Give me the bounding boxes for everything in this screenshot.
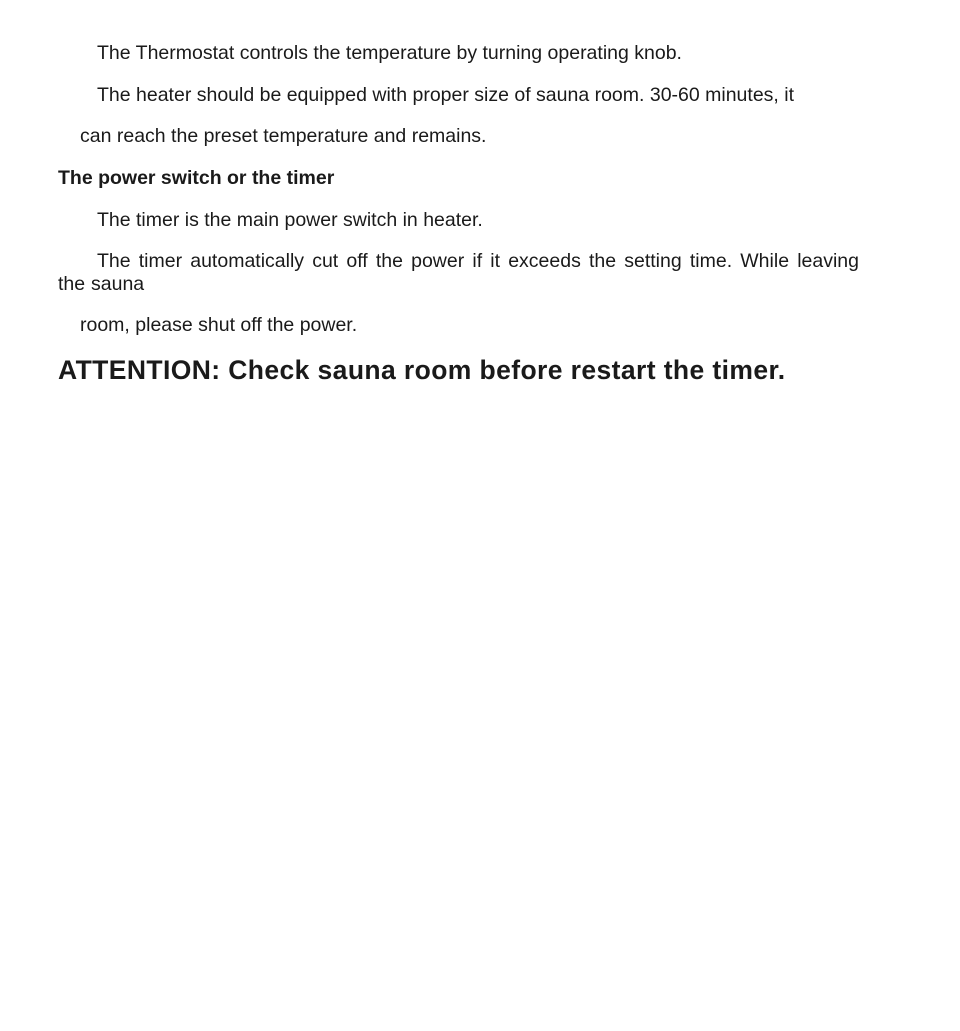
thermostat-text-line-2: The heater should be equipped with proper size of sauna room. 30-60 minutes, it: [97, 84, 795, 106]
attention-notice: ATTENTION: Check sauna room before restart the timer.: [58, 355, 786, 385]
timer-text-line-3: room, please shut off the power.: [80, 314, 358, 336]
timer-text-line-1: The timer is the main power switch in heater.: [97, 209, 483, 231]
timer-section-heading: The power switch or the timer: [58, 167, 335, 189]
timer-text-paragraph-2: The timer automatically cut off the power if it exceeds the setting time. While leaving the sauna: [58, 250, 859, 295]
thermostat-text-line-1: The Thermostat controls the temperature by turning operating knob.: [97, 42, 682, 64]
thermostat-text-line-3: can reach the preset temperature and remains.: [80, 125, 487, 147]
